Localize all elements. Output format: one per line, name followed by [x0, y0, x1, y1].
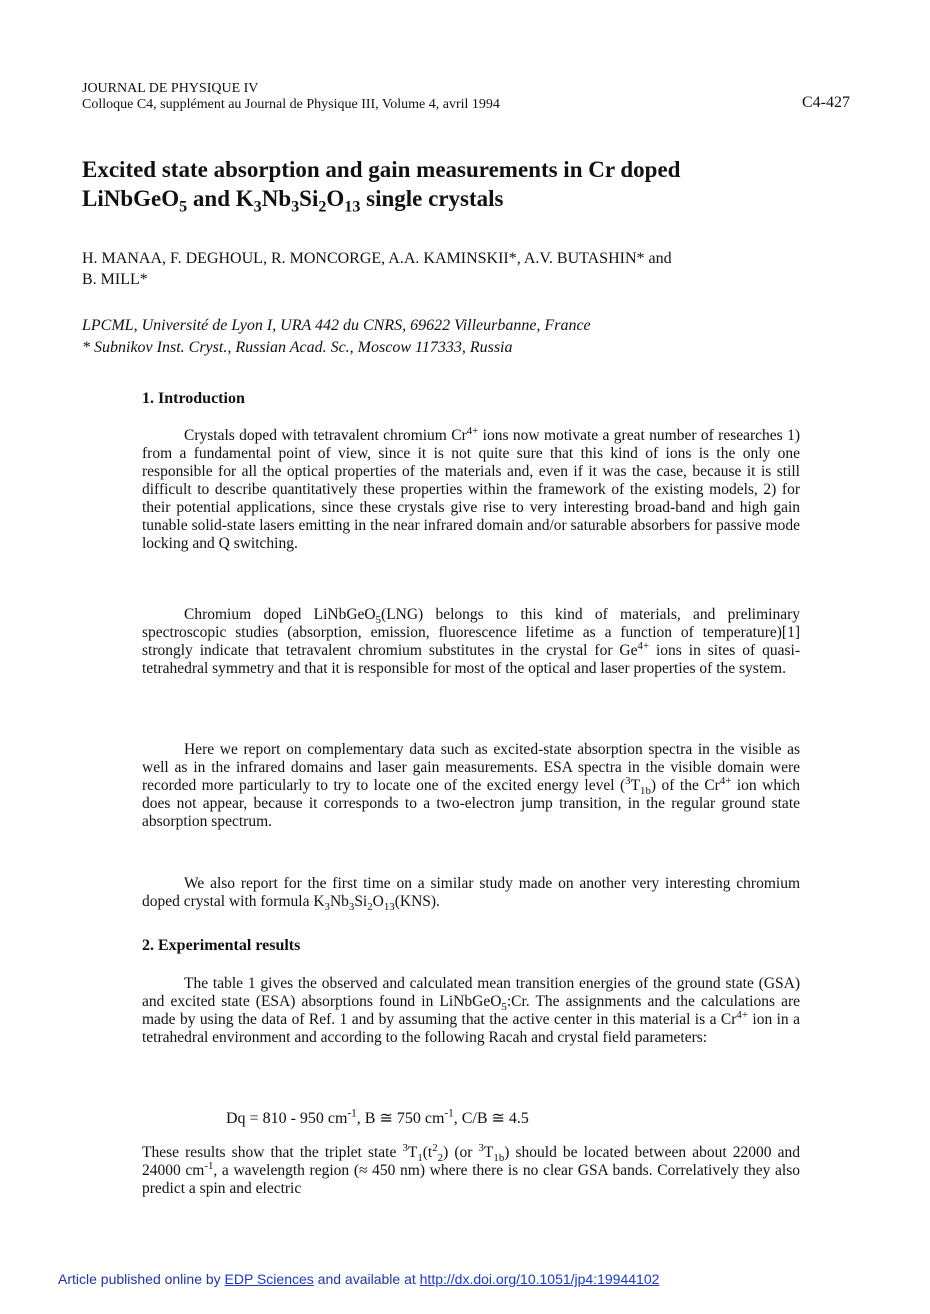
paper-title — [82, 155, 842, 216]
affiliation-1: LPCML, Université de Lyon I, URA 442 du CNRS, 69622 Villeurbanne, France — [82, 317, 591, 334]
intro-paragraph-3: Here we report on complementary data such as excited-state absorption spectra in the visible as well as in the infrared domains and laser gain measurements. ESA spectra in the visible domain were recorded more particularly to try to locate one of the excited energy level $(^3T_{1b})$ of the $Cr^{4+}$ ion which does not appear, because it corresponds to a two-electron jump transition, in the regular ground state absorption spectrum. — [142, 741, 801, 830]
intro-paragraph-2: Chromium doped LiNbGeO$_5$(LNG) belongs to this kind of materials, and preliminary spectroscopic studies (absorption, emission, fluorescence lifetime as a function of temperature)[1] strongly indicate that tetravalent chromium substitutes in the crystal for $Ge^{4+}$ ions in sites of quasi-tetrahedral symmetry and that it is responsible for most of the optical and laser properties of the system. — [142, 606, 800, 677]
experimental-paragraph-1: The table 1 gives the observed and calculated mean transition energies of the ground state (GSA) and excited state (ESA) absorptions found in LiNbGeO$_5$:Cr. The assignments and the calculations are made by using the data of Ref. 1 and by assuming that the active center in this material is a $Cr^{4+}$ ion in a tetrahedral environment and according to the following Racah and crystal field parameters: — [142, 975, 801, 1046]
title-line-1: Excited state absorption and gain measurements in Cr doped — [82, 157, 681, 182]
publisher-link[interactable]: EDP Sciences — [224, 1271, 314, 1287]
intro-paragraph-1: Crystals doped with tetravalent chromium $Cr^{4+}$ ions now motivate a great number of researches 1) from a fundamental point of view, since it is not quite sure that this kind of ions is the only one responsible for all the optical properties of the materials and, even if it was the case, because it is still difficult to describe quantitatively these properties within the framework of the existing models, 2) for their potential applications, since these crystals give rise to very interesting broad-band and high gain tunable solid-state lasers emitting in the near infrared domain and/or saturable absorbers for passive mode locking and Q switching. — [142, 424, 800, 552]
parameter-equation: Dq = 810 - 950 $cm^{-1}$, B ≅ 750 $cm^{-1}$, C/B ≅ 4.5 — [226, 1107, 529, 1127]
author-list — [82, 248, 822, 290]
publication-footer — [58, 1271, 659, 1287]
authors-line-2: B. MILL* — [82, 271, 148, 288]
affiliation-2: * Subnikov Inst. Cryst., Russian Acad. Sc., Moscow 117333, Russia — [82, 339, 513, 356]
experimental-paragraph-2: These results show that the triplet state $^3T_1(t^2_2)$ (or $^3T_{1b}$) should be located between about 22000 and 24000 $cm^{-1}$, a wavelength region (≈ 450 nm) where there is no clear GSA bands. Correlatively they also predict a spin and electric — [142, 1141, 800, 1197]
footer-middle: and available at — [313, 1271, 420, 1287]
colloque-line: Colloque C4, supplément au Journal de Physique III, Volume 4, avril 1994 — [82, 97, 500, 112]
affiliations — [82, 315, 802, 359]
authors-line-1: H. MANAA, F. DEGHOUL, R. MONCORGE, A.A. KAMINSKII*, A.V. BUTASHIN* and — [82, 250, 672, 267]
title-line-2: LiNbGeO$_5$ and $K_3Nb_3Si_2O_{13}$ single crystals — [82, 186, 504, 216]
doi-link[interactable]: http://dx.doi.org/10.1051/jp4:19944102 — [419, 1271, 660, 1287]
footer-prefix: Article published online by — [58, 1271, 225, 1287]
page-number: C4-427 — [802, 94, 850, 111]
section-heading-experimental: 2. Experimental results — [142, 937, 301, 954]
intro-paragraph-4: We also report for the first time on a similar study made on another very interesting chromium doped crystal with formula $K_3Nb_3Si_2O_{13}(KNS)$. — [142, 875, 800, 914]
journal-name: JOURNAL DE PHYSIQUE IV — [82, 81, 259, 96]
section-heading-introduction: 1. Introduction — [142, 390, 245, 407]
